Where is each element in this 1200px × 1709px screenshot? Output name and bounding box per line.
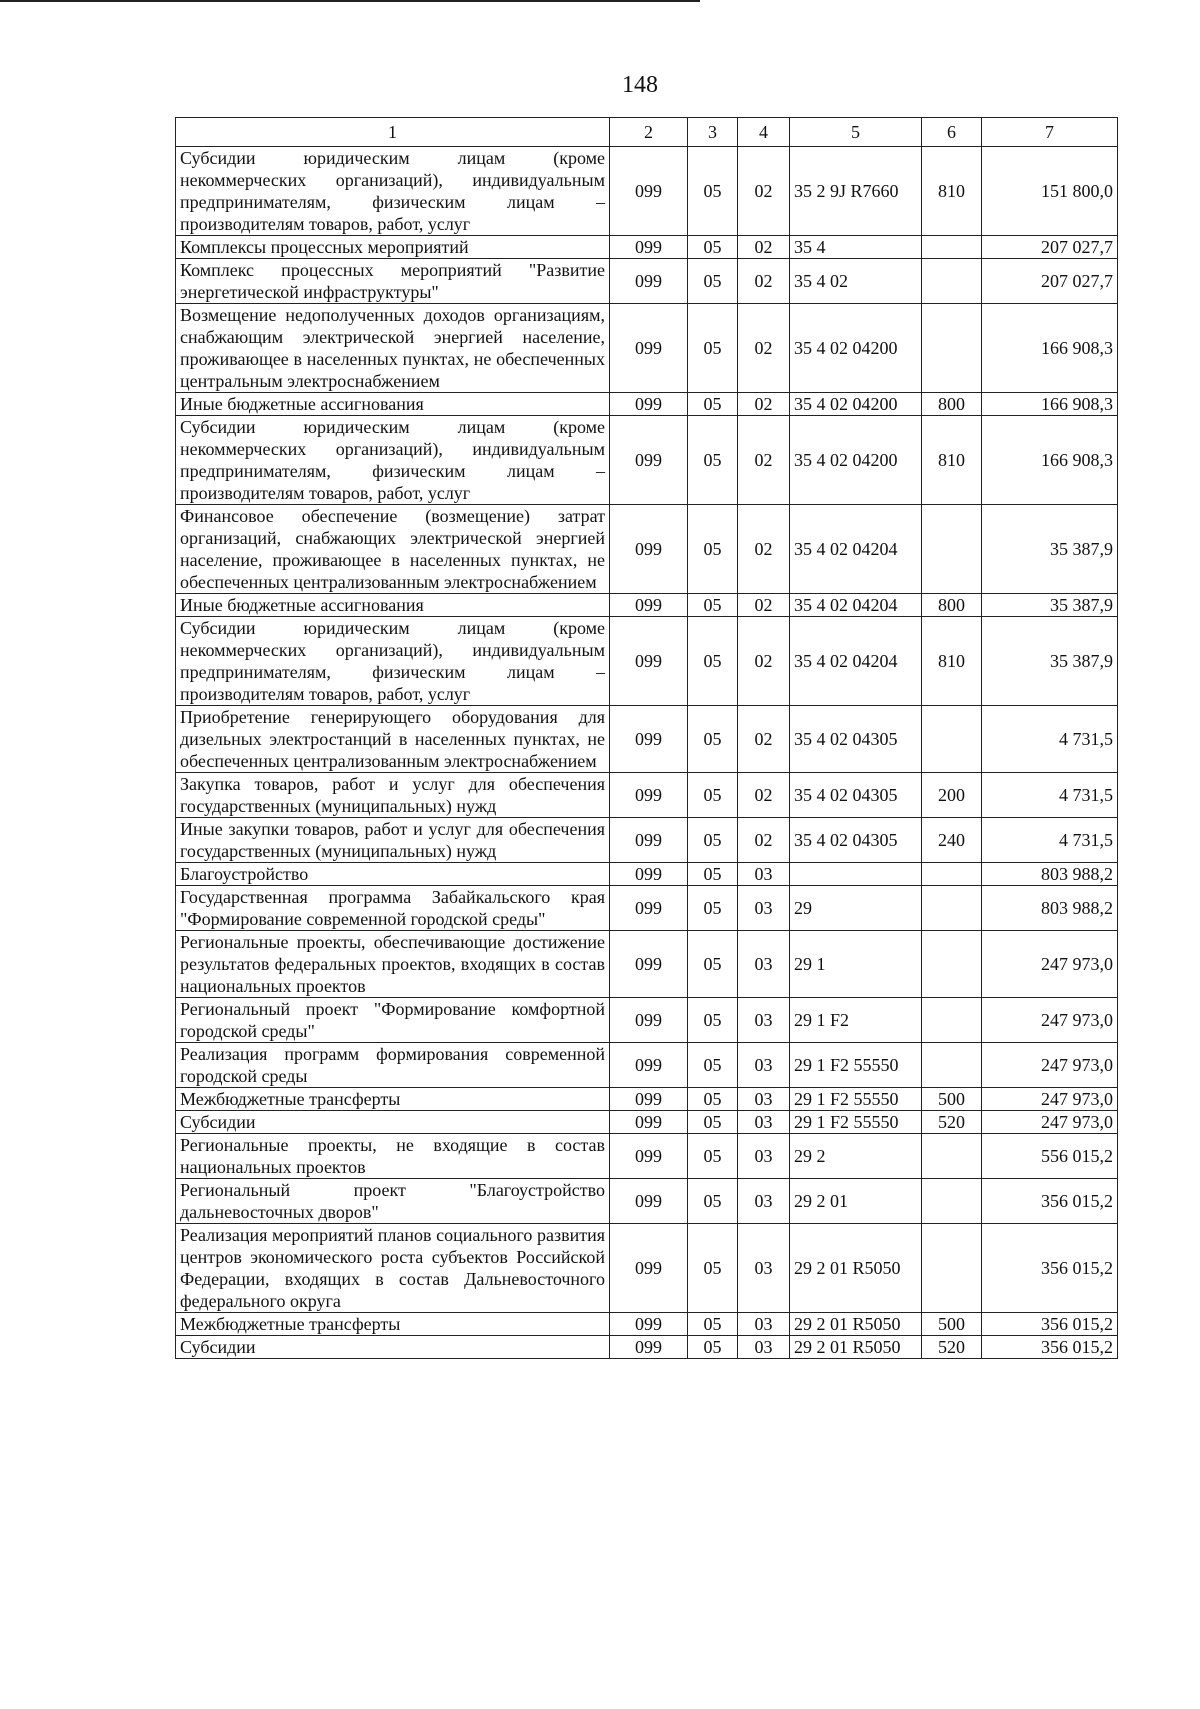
- row-name-cell: Возмещение недополученных доходов организациям, снабжающим электрической энергией население, проживающее в населенных пунктах, не обеспеченных центральным электроснабжением: [176, 304, 610, 393]
- subsection-code-cell: 02: [738, 617, 790, 706]
- subsection-code-cell: 02: [738, 147, 790, 236]
- row-name-cell: Межбюджетные трансферты: [176, 1313, 610, 1336]
- page-number: 148: [622, 72, 658, 98]
- budget-table: [175, 117, 1118, 1359]
- target-article-cell: 29 2 01: [790, 1179, 922, 1224]
- table-row: [176, 416, 1118, 505]
- expense-type-cell: 800: [922, 393, 982, 416]
- section-code-cell: 05: [688, 1111, 738, 1134]
- table-row: [176, 617, 1118, 706]
- amount-cell: 803 988,2: [982, 886, 1118, 931]
- table-row: [176, 259, 1118, 304]
- subsection-code-cell: 03: [738, 998, 790, 1043]
- section-code-cell: 05: [688, 1313, 738, 1336]
- column-header: 6: [922, 118, 982, 147]
- expense-type-cell: [922, 236, 982, 259]
- row-name-cell: Иные бюджетные ассигнования: [176, 594, 610, 617]
- subsection-code-cell: 03: [738, 931, 790, 998]
- row-name-cell: Финансовое обеспечение (возмещение) затрат организаций, снабжающих электрической энергией население, проживающее в населенных пунктах, не обеспеченных централизованным электроснабжением: [176, 505, 610, 594]
- amount-cell: 4 731,5: [982, 773, 1118, 818]
- target-article-cell: 29: [790, 886, 922, 931]
- amount-cell: 356 015,2: [982, 1224, 1118, 1313]
- table-row: [176, 147, 1118, 236]
- column-header-row: [176, 118, 1118, 147]
- table-row: [176, 818, 1118, 863]
- table-row: [176, 886, 1118, 931]
- section-code-cell: 05: [688, 886, 738, 931]
- ministry-code-cell: 099: [610, 998, 688, 1043]
- expense-type-cell: 200: [922, 773, 982, 818]
- ministry-code-cell: 099: [610, 863, 688, 886]
- subsection-code-cell: 02: [738, 393, 790, 416]
- section-code-cell: 05: [688, 931, 738, 998]
- row-name-cell: Региональный проект "Благоустройство дальневосточных дворов": [176, 1179, 610, 1224]
- target-article-cell: 29 2: [790, 1134, 922, 1179]
- row-name-cell: Закупка товаров, работ и услуг для обеспечения государственных (муниципальных) нужд: [176, 773, 610, 818]
- amount-cell: 556 015,2: [982, 1134, 1118, 1179]
- section-code-cell: 05: [688, 594, 738, 617]
- table-row: [176, 1313, 1118, 1336]
- ministry-code-cell: 099: [610, 393, 688, 416]
- amount-cell: 356 015,2: [982, 1179, 1118, 1224]
- expense-type-cell: [922, 1179, 982, 1224]
- ministry-code-cell: 099: [610, 416, 688, 505]
- column-header: 3: [688, 118, 738, 147]
- table-row: [176, 1043, 1118, 1088]
- subsection-code-cell: 02: [738, 236, 790, 259]
- amount-cell: 35 387,9: [982, 617, 1118, 706]
- ministry-code-cell: 099: [610, 505, 688, 594]
- section-code-cell: 05: [688, 236, 738, 259]
- subsection-code-cell: 03: [738, 1179, 790, 1224]
- expense-type-cell: 240: [922, 818, 982, 863]
- table-row: [176, 931, 1118, 998]
- expense-type-cell: 500: [922, 1313, 982, 1336]
- row-name-cell: Межбюджетные трансферты: [176, 1088, 610, 1111]
- table-row: [176, 1224, 1118, 1313]
- ministry-code-cell: 099: [610, 773, 688, 818]
- section-code-cell: 05: [688, 304, 738, 393]
- row-name-cell: Субсидии: [176, 1336, 610, 1359]
- expense-type-cell: 810: [922, 617, 982, 706]
- target-article-cell: 29 1 F2 55550: [790, 1043, 922, 1088]
- table-row: [176, 304, 1118, 393]
- table-row: [176, 1336, 1118, 1359]
- expense-type-cell: 800: [922, 594, 982, 617]
- ministry-code-cell: 099: [610, 706, 688, 773]
- expense-type-cell: [922, 886, 982, 931]
- section-code-cell: 05: [688, 1336, 738, 1359]
- row-name-cell: Реализация программ формирования современной городской среды: [176, 1043, 610, 1088]
- target-article-cell: 35 4 02 04200: [790, 304, 922, 393]
- section-code-cell: 05: [688, 1134, 738, 1179]
- target-article-cell: [790, 863, 922, 886]
- ministry-code-cell: 099: [610, 1313, 688, 1336]
- row-name-cell: Комплекс процессных мероприятий "Развитие энергетической инфраструктуры": [176, 259, 610, 304]
- expense-type-cell: [922, 706, 982, 773]
- section-code-cell: 05: [688, 393, 738, 416]
- amount-cell: 207 027,7: [982, 236, 1118, 259]
- amount-cell: 35 387,9: [982, 505, 1118, 594]
- section-code-cell: 05: [688, 1224, 738, 1313]
- amount-cell: 247 973,0: [982, 931, 1118, 998]
- ministry-code-cell: 099: [610, 1134, 688, 1179]
- table-row: [176, 998, 1118, 1043]
- row-name-cell: Региональные проекты, не входящие в состав национальных проектов: [176, 1134, 610, 1179]
- amount-cell: 247 973,0: [982, 998, 1118, 1043]
- section-code-cell: 05: [688, 773, 738, 818]
- table-row: [176, 706, 1118, 773]
- column-header: 5: [790, 118, 922, 147]
- section-code-cell: 05: [688, 998, 738, 1043]
- subsection-code-cell: 02: [738, 818, 790, 863]
- subsection-code-cell: 03: [738, 1336, 790, 1359]
- target-article-cell: 35 4 02 04204: [790, 505, 922, 594]
- row-name-cell: Комплексы процессных мероприятий: [176, 236, 610, 259]
- section-code-cell: 05: [688, 1179, 738, 1224]
- target-article-cell: 35 4 02 04305: [790, 818, 922, 863]
- amount-cell: 356 015,2: [982, 1313, 1118, 1336]
- section-code-cell: 05: [688, 259, 738, 304]
- amount-cell: 166 908,3: [982, 416, 1118, 505]
- row-name-cell: Иные бюджетные ассигнования: [176, 393, 610, 416]
- expense-type-cell: [922, 998, 982, 1043]
- table-row: [176, 236, 1118, 259]
- ministry-code-cell: 099: [610, 818, 688, 863]
- ministry-code-cell: 099: [610, 1111, 688, 1134]
- expense-type-cell: [922, 505, 982, 594]
- ministry-code-cell: 099: [610, 617, 688, 706]
- target-article-cell: 35 2 9J R7660: [790, 147, 922, 236]
- column-header: 1: [176, 118, 610, 147]
- ministry-code-cell: 099: [610, 236, 688, 259]
- target-article-cell: 29 2 01 R5050: [790, 1224, 922, 1313]
- row-name-cell: Государственная программа Забайкальского края "Формирование современной городской среды": [176, 886, 610, 931]
- column-header: 7: [982, 118, 1118, 147]
- amount-cell: 4 731,5: [982, 818, 1118, 863]
- column-header: 2: [610, 118, 688, 147]
- table-row: [176, 1179, 1118, 1224]
- subsection-code-cell: 02: [738, 773, 790, 818]
- amount-cell: 207 027,7: [982, 259, 1118, 304]
- amount-cell: 247 973,0: [982, 1043, 1118, 1088]
- target-article-cell: 29 1 F2: [790, 998, 922, 1043]
- section-code-cell: 05: [688, 1088, 738, 1111]
- expense-type-cell: [922, 1134, 982, 1179]
- table-row: [176, 1088, 1118, 1111]
- expense-type-cell: [922, 1224, 982, 1313]
- subsection-code-cell: 03: [738, 1043, 790, 1088]
- row-name-cell: Региональные проекты, обеспечивающие достижение результатов федеральных проектов, входящих в состав национальных проектов: [176, 931, 610, 998]
- target-article-cell: 35 4 02 04305: [790, 773, 922, 818]
- subsection-code-cell: 02: [738, 594, 790, 617]
- ministry-code-cell: 099: [610, 931, 688, 998]
- target-article-cell: 35 4 02 04204: [790, 594, 922, 617]
- target-article-cell: 35 4 02: [790, 259, 922, 304]
- target-article-cell: 35 4 02 04204: [790, 617, 922, 706]
- target-article-cell: 29 1 F2 55550: [790, 1111, 922, 1134]
- amount-cell: 35 387,9: [982, 594, 1118, 617]
- ministry-code-cell: 099: [610, 304, 688, 393]
- subsection-code-cell: 03: [738, 1134, 790, 1179]
- table-row: [176, 1134, 1118, 1179]
- section-code-cell: 05: [688, 863, 738, 886]
- row-name-cell: Субсидии юридическим лицам (кроме некоммерческих организаций), индивидуальным предпринимателям, физическим лицам – производителям товаров, работ, услуг: [176, 617, 610, 706]
- expense-type-cell: 520: [922, 1111, 982, 1134]
- table-row: [176, 505, 1118, 594]
- amount-cell: 247 973,0: [982, 1111, 1118, 1134]
- subsection-code-cell: 03: [738, 886, 790, 931]
- table-row: [176, 773, 1118, 818]
- row-name-cell: Субсидии: [176, 1111, 610, 1134]
- ministry-code-cell: 099: [610, 1224, 688, 1313]
- subsection-code-cell: 03: [738, 1313, 790, 1336]
- amount-cell: 166 908,3: [982, 304, 1118, 393]
- amount-cell: 803 988,2: [982, 863, 1118, 886]
- row-name-cell: Приобретение генерирующего оборудования для дизельных электростанций в населенных пунктах, не обеспеченных централизованным электроснабжением: [176, 706, 610, 773]
- ministry-code-cell: 099: [610, 1336, 688, 1359]
- row-name-cell: Региональный проект "Формирование комфортной городской среды": [176, 998, 610, 1043]
- ministry-code-cell: 099: [610, 1088, 688, 1111]
- expense-type-cell: 810: [922, 147, 982, 236]
- section-code-cell: 05: [688, 1043, 738, 1088]
- section-code-cell: 05: [688, 706, 738, 773]
- section-code-cell: 05: [688, 416, 738, 505]
- ministry-code-cell: 099: [610, 1179, 688, 1224]
- row-name-cell: Благоустройство: [176, 863, 610, 886]
- amount-cell: 166 908,3: [982, 393, 1118, 416]
- row-name-cell: Иные закупки товаров, работ и услуг для обеспечения государственных (муниципальных) нужд: [176, 818, 610, 863]
- section-code-cell: 05: [688, 147, 738, 236]
- table-body: [176, 147, 1118, 1359]
- target-article-cell: 29 2 01 R5050: [790, 1336, 922, 1359]
- expense-type-cell: [922, 259, 982, 304]
- row-name-cell: Субсидии юридическим лицам (кроме некоммерческих организаций), индивидуальным предпринимателям, физическим лицам – производителям товаров, работ, услуг: [176, 147, 610, 236]
- subsection-code-cell: 03: [738, 863, 790, 886]
- subsection-code-cell: 03: [738, 1088, 790, 1111]
- scan-top-rule: [0, 0, 700, 2]
- subsection-code-cell: 02: [738, 259, 790, 304]
- target-article-cell: 29 1: [790, 931, 922, 998]
- ministry-code-cell: 099: [610, 886, 688, 931]
- section-code-cell: 05: [688, 818, 738, 863]
- expense-type-cell: 500: [922, 1088, 982, 1111]
- ministry-code-cell: 099: [610, 259, 688, 304]
- ministry-code-cell: 099: [610, 1043, 688, 1088]
- expense-type-cell: 520: [922, 1336, 982, 1359]
- expense-type-cell: 810: [922, 416, 982, 505]
- amount-cell: 356 015,2: [982, 1336, 1118, 1359]
- amount-cell: 151 800,0: [982, 147, 1118, 236]
- expense-type-cell: [922, 931, 982, 998]
- subsection-code-cell: 03: [738, 1111, 790, 1134]
- row-name-cell: Субсидии юридическим лицам (кроме некоммерческих организаций), индивидуальным предпринимателям, физическим лицам – производителям товаров, работ, услуг: [176, 416, 610, 505]
- table-row: [176, 393, 1118, 416]
- target-article-cell: 35 4: [790, 236, 922, 259]
- target-article-cell: 29 2 01 R5050: [790, 1313, 922, 1336]
- table-row: [176, 1111, 1118, 1134]
- table-row: [176, 863, 1118, 886]
- table-row: [176, 594, 1118, 617]
- section-code-cell: 05: [688, 505, 738, 594]
- subsection-code-cell: 02: [738, 304, 790, 393]
- ministry-code-cell: 099: [610, 594, 688, 617]
- section-code-cell: 05: [688, 617, 738, 706]
- expense-type-cell: [922, 863, 982, 886]
- amount-cell: 247 973,0: [982, 1088, 1118, 1111]
- ministry-code-cell: 099: [610, 147, 688, 236]
- target-article-cell: 35 4 02 04305: [790, 706, 922, 773]
- target-article-cell: 29 1 F2 55550: [790, 1088, 922, 1111]
- expense-type-cell: [922, 1043, 982, 1088]
- subsection-code-cell: 02: [738, 416, 790, 505]
- target-article-cell: 35 4 02 04200: [790, 416, 922, 505]
- amount-cell: 4 731,5: [982, 706, 1118, 773]
- subsection-code-cell: 02: [738, 706, 790, 773]
- subsection-code-cell: 02: [738, 505, 790, 594]
- target-article-cell: 35 4 02 04200: [790, 393, 922, 416]
- subsection-code-cell: 03: [738, 1224, 790, 1313]
- expense-type-cell: [922, 304, 982, 393]
- row-name-cell: Реализация мероприятий планов социального развития центров экономического роста субъектов Российской Федерации, входящих в состав Дальневосточного федерального округа: [176, 1224, 610, 1313]
- column-header: 4: [738, 118, 790, 147]
